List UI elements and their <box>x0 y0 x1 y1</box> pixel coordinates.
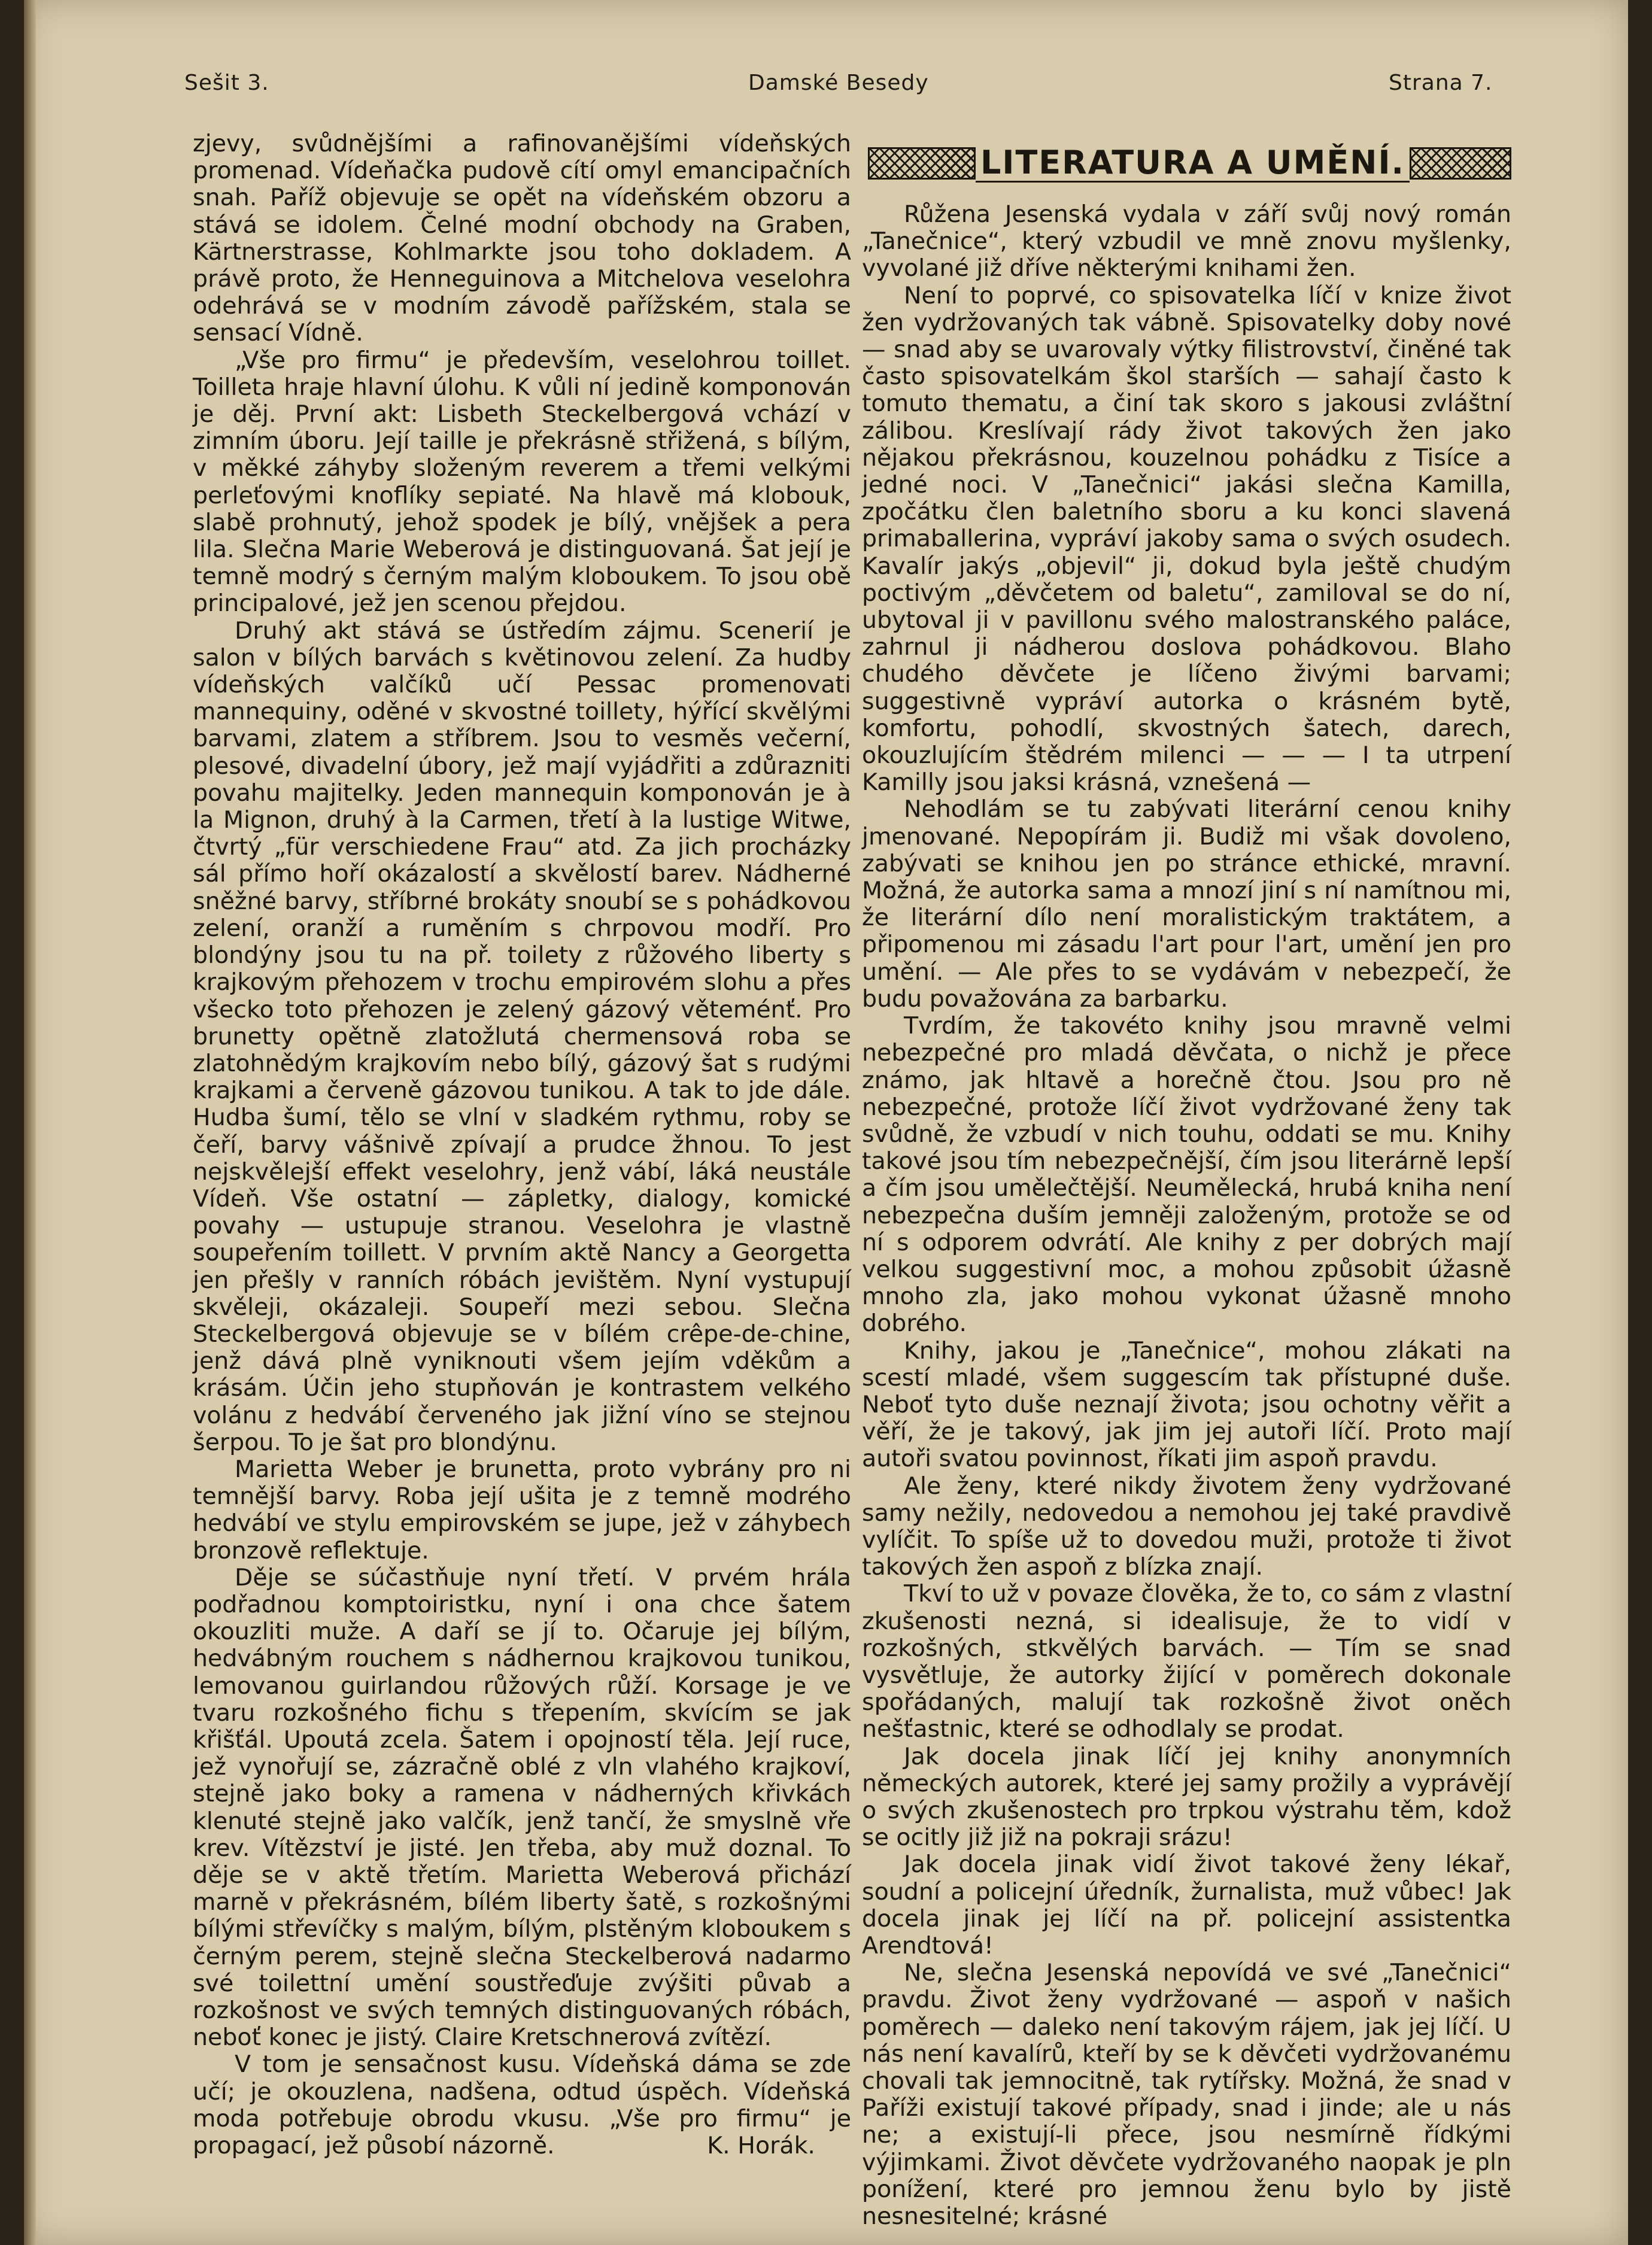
article-paragraph: zjevy, svůdnějšími a rafinovanějšími vídeňských promenad. Vídeňačka pudově cítí omyl emancipačních snah. Paříž objevuje se opět na vídeňském obzoru a stává se idolem. Čelné modní obchody na Graben, Kärtnerstrasse, Kohlmarkte jsou toho dokladem. A právě proto, že Henneguinova a Mitchelova veselohra odehrává se v modním závodě pařížském, stala se sensací Vídně. <box>193 130 851 347</box>
article-paragraph: Děje se súčastňuje nyní třetí. V prvém hrála podřadnou komptoiristku, nyní i ona chce šatem okouzliti muže. A daří se jí to. Očaruje jej bílým, hedvábným rouchem s nádhernou krajkovou tunikou, lemovanou guirlandou růžových růží. Korsage je ve tvaru rozkošného fichu s třepením, skvícím se jak křišťál. Upoutá zcela. Šatem i opojností těla. Její ruce, jež vynořují se, zázračně oblé z vln vlahého krajkoví, stejně jako boky a ramena v nádherných křivkách klenuté stejně jako valčík, jenž tančí, že smyslně vře krev. Vítězství je jisté. Jen třeba, aby muž doznal. To děje se v aktě třetím. Marietta Weberová přichází marně v překrásném, bílém liberty šatě, s rozkošnými bílými střevíčky s malým, bílým, plstěným kloboukem s černým perem, stejně slečna Steckelberová nadarmo své toilettní umění soustřeďuje zvýšiti půvab a rozkošnost ve svých temných distinguovaných róbách, neboť konec je jistý. Claire Kretschnerová zvítězí. <box>193 1563 851 2052</box>
review-paragraph: Jak docela jinak vidí život takové ženy lékař, soudní a policejní úředník, žurnalista, muž vůbec! Jak docela jinak jej líčí na př. policejní assistentka Arendtová! <box>862 1851 1511 1960</box>
header-magazine-title: Damské Besedy <box>748 71 929 95</box>
article-signature: K. Horák. <box>707 2132 815 2160</box>
review-paragraph: Tkví to už v povaze člověka, že to, co sám z vlastní zkušenosti nezná, si idealisuje, že to vidí v rozkošných, stkvělých barvách. — Tím se snad vysvětluje, že autorky žijící v poměrech dokonale spořádaných, malují tak rozkošně život oněch nešťastnic, které se odhodlaly se prodat. <box>862 1580 1511 1743</box>
article-paragraph: Druhý akt stává se ústředím zájmu. Scenerií je salon v bílých barvách s květinovou zelení. Za hudby vídeňských valčíků učí Pessac promenovati mannequiny, oděné v skvostné toillety, hýřící skvělými barvami, zlatem a stříbrem. Jsou to vesměs večerní, plesové, divadelní úbory, jež mají vyjádřiti a zdůrazniti povahu majitelky. Jeden mannequin komponován je à la Mignon, druhý à la Carmen, třetí à la lustige Witwe, čtvrtý „für verschiedene Frau“ atd. Za jich procházky sál přímo hoří okázalostí a skvělostí barev. Nádherné sněžné barvy, stříbrné brokáty snoubí se s pohádkovou zelení, oranží a ruměním s chrpovou modří. Pro blondýny jsou tu na př. toilety z růžového liberty s krajkovým přehozem v trochu empirovém slohu a přes všecko toto přehozen je zelený gázový věteménť. Pro brunetty opětně zlatožlutá chermensová roba se zlatohnědým krajkovím nebo bílý, gázový šat s rudými krajkami a červeně gázovou tunikou. A tak to jde dále. Hudba šumí, tělo se vlní v sladkém rythmu, roby se čeří, barvy vášnivě zpívají a prudce žhnou. To jest nejskvělejší effekt veselohry, jenž vábí, láká neustále Vídeň. Vše ostatní — zápletky, dialogy, komické povahy — ustupuje stranou. Veselohra je vlastně soupeřením toillett. V prvním aktě Nancy a Georgetta jen přešly v ranních róbách jevištěm. Nyní vystupují skvěleji, okázaleji. Soupeří mezi sebou. Slečna Steckelbergová objevuje se v bílém crêpe-de-chine, jenž dává plně vyniknouti všem jejím vděkům a krásám. Účin jeho stupňován je kontrastem velkého volánu z hedvábí červeného jak jižní víno se stejnou šerpou. To je šat pro blondýnu. <box>193 616 851 1456</box>
review-paragraph: Tvrdím, že takovéto knihy jsou mravně velmi nebezpečné pro mladá děvčata, o nichž je přece známo, jak hltavě a horečně čtou. Jsou pro ně nebezpečné, protože líčí život vydržované ženy tak svůdně, že vzbudí v nich touhu, oddati se mu. Knihy takové jsou tím nebezpečnější, čím jsou literárně lepší a čím jsou umělečtější. Neumělecká, hrubá kniha není nebezpečna duším jemněji založeným, protože se od ní s odporem odvrátí. Ale knihy z per dobrých mají velkou suggestivní moc, a mohou způsobit úžasně mnoho zla, jako mohou vykonat úžasně mnoho dobrého. <box>862 1012 1511 1338</box>
review-paragraph: Není to poprvé, co spisovatelka líčí v knize život žen vydržovaných tak vábně. Spisovatelky doby nové — snad aby se uvarovaly výtky filistrovství, činěné tak často spisovatelkám škol starších — sahají často k tomuto thematu, a činí tak skoro s jakousi zvláštní zálibou. Kreslívají rády život takových žen jako nějakou překrásnou, kouzelnou pohádku z Tisíce a jedné noci. V „Tanečnici“ jakási slečna Kamilla, zpočátku člen baletního sboru a ku konci slavená primaballerina, vypráví jakoby sama o svých osudech. Kavalír jakýs „objevil“ ji, dokud byla ještě chudým poctivým „děvčetem od baletu“, zamiloval se do ní, ubytoval ji v pavillonu svého malostranského paláce, zahrnul ji nádherou doslova pohádkovou. Blaho chudého děvčete je líčeno živými barvami; suggestivně vypráví autorka o krásném bytě, komfortu, pohodlí, skvostných šatech, darech, okouzlujícím štědrém milenci — — — I ta utrpení Kamilly jsou jaksi krásná, vznešená — <box>862 281 1511 797</box>
left-article <box>193 130 851 2159</box>
review-paragraph: Knihy, jakou je „Tanečnice“, mohou zlákati na scestí mladé, všem suggescím tak přístupné duše. Neboť tyto duše neznají života; jsou ochotny věřit a věří, že je takový, jak jim jej autoři líčí. Proto mají autoři svatou povinnost, říkati jim aspoň pravdu. <box>862 1336 1511 1473</box>
review-paragraph: Jak docela jinak líčí jej knihy anonymních německých autorek, které jej samy prožily a vyprávějí o svých zkušenostech pro trpkou výstrahu těm, kdož se ocitly již již na pokraji srázu! <box>862 1742 1511 1852</box>
article-paragraph: Marietta Weber je brunetta, proto vybrány pro ni temnější barvy. Roba její ušita je z temně modrého hedvábí ve stylu empirovském se jupe, jež v záhybech bronzově reflektuje. <box>193 1455 851 1564</box>
review-paragraph: Ne, slečna Jesenská nepovídá ve své „Tanečnici“ pravdu. Život ženy vydržované — aspoň v našich poměrech — daleko není takovým rájem, jak jej líčí. U nás není kavalírů, kteří by se k děvčeti vydržovanému chovali tak jemnocitně, tak rytířsky. Možná, že snad v Paříži existují takové případy, snad i jinde; ale u nás ne; a existují-li přece, jsou nesmírně řídkými výjimkami. Život děvčete vydržovaného naopak je pln ponížení, které pro jemnou ženu bylo by jistě nesnesitelné; krásné <box>862 1959 1511 2231</box>
ornament-right-icon <box>1410 147 1511 180</box>
article-paragraph: V tom je sensačnost kusu. Vídeňská dáma se zde učí; je okouzlena, nadšena, odtud úspěch. Vídeňská moda potřebuje obrodu vkusu. „Vše pro firmu“ je propagací, jež působí názorně. <box>193 2050 851 2160</box>
review-paragraph: Ale ženy, které nikdy životem ženy vydržované samy nežily, nedovedou a nemohou jej také pravdivě vylíčit. To spíše už to dovedou muži, protože ti život takových žen aspoň z blízka znají. <box>862 1472 1511 1581</box>
section-title: LITERATURA A UMĚNÍ. <box>976 145 1410 183</box>
right-article <box>862 201 1511 2230</box>
ornament-left-icon <box>868 147 976 180</box>
header-issue: Sešit 3. <box>184 71 269 95</box>
article-paragraph: „Vše pro firmu“ je především, veselohrou toillet. Toilleta hraje hlavní úlohu. K vůli ní jedině komponován je děj. První akt: Lisbeth Steckelbergová vchází v zimním úboru. Její taille je překrásně střižená, s bílým, v měkké záhyby složeným reverem a třemi velkými perleťovými knoflíky sepiaté. Na hlavě má klobouk, slabě prohnutý, jehož spodek je bílý, vnějšek a pera lila. Slečna Marie Weberová je distinguovaná. Šat její je temně modrý s černým malým kloboukem. To jsou obě principalové, jež jen scenou přejdou. <box>193 346 851 618</box>
review-paragraph: Nehodlám se tu zabývati literární cenou knihy jmenované. Nepopírám ji. Budiž mi však dovoleno, zabývati se knihou jen po stránce ethické, mravní. Možná, že autorka sama a mnozí jiní s ní namítnou mi, že literární dílo není moralistickým traktátem, a připomenou mi zásadu l'art pour l'art, umění jen pro umění. — Ale přes to se vydávám v nebezpečí, že budu považována za barbarku. <box>862 795 1511 1013</box>
header-page-number: Strana 7. <box>1389 71 1493 95</box>
review-paragraph: Růžena Jesenská vydala v září svůj nový román „Tanečnice“, který vzbudil ve mně znovu myšlenky, vyvolané již dříve některými knihami žen. <box>862 200 1511 282</box>
page-spine-edge <box>24 0 36 2245</box>
section-banner <box>868 144 1511 183</box>
